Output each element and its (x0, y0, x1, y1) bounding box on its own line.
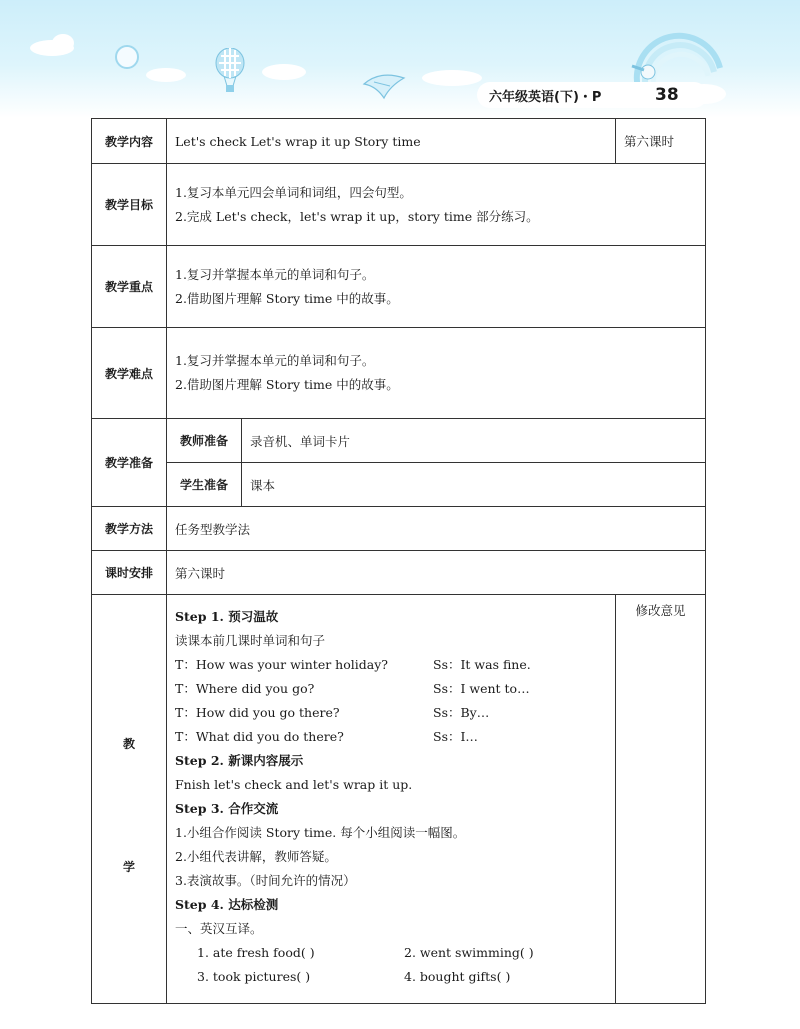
exercise-row (175, 965, 615, 989)
lesson-plan-table (91, 118, 706, 1004)
objective-line: 1.复习本单元四会单词和词组，四会句型。 (175, 184, 412, 200)
step-heading: Step 2. 新课内容展示 (175, 753, 304, 768)
row-process (92, 595, 706, 1004)
difficulties-text (167, 328, 706, 419)
student-line: Ss：It was fine. (433, 657, 531, 672)
cloud (52, 34, 74, 52)
dialog-line (175, 677, 615, 701)
objectives-text (167, 164, 706, 246)
exercise-item: 4. bought gifts( ) (404, 969, 511, 984)
step-item: 2.小组代表讲解，教师答疑。 (175, 849, 337, 864)
teacher-line: T：What did you do there? (175, 729, 344, 744)
key-point-line: 1.复习并掌握本单元的单词和句子。 (175, 266, 375, 282)
row-difficulties (92, 328, 706, 419)
label-difficulties: 教学难点 (92, 328, 167, 419)
row-objectives (92, 164, 706, 246)
hot-air-balloon-icon (213, 48, 247, 94)
teacher-prep-value: 录音机、单词卡片 (242, 419, 706, 463)
step-item: 1.小组合作阅读 Story time. 每个小组阅读一幅图。 (175, 825, 466, 840)
cloud (146, 68, 186, 82)
process-steps (167, 595, 616, 1004)
label-method: 教学方法 (92, 507, 167, 551)
exercise-row (175, 941, 615, 965)
row-content (92, 119, 706, 164)
label-key-points: 教学重点 (92, 246, 167, 328)
row-student-prep (92, 463, 706, 507)
label-objectives: 教学目标 (92, 164, 167, 246)
revision-notes-header: 修改意见 (635, 603, 686, 618)
revision-notes (616, 595, 706, 1004)
schedule-value: 第六课时 (167, 551, 706, 595)
step-heading: Step 4. 达标检测 (175, 897, 279, 912)
student-line: Ss：I went to… (433, 681, 530, 696)
exercise-item: 1. ate fresh food( ) (197, 945, 315, 960)
step-description: Fnish let's check and let's wrap it up. (175, 777, 413, 792)
cloud (422, 70, 482, 86)
exercise-item: 2. went swimming( ) (404, 945, 534, 960)
row-method (92, 507, 706, 551)
difficulty-line: 1.复习并掌握本单元的单词和句子。 (175, 353, 375, 368)
step-description: 一、英汉互译。 (175, 921, 263, 936)
teacher-line: T：How did you go there? (175, 705, 340, 720)
step-item: 3.表演故事。（时间允许的情况） (175, 873, 356, 888)
key-points-text (167, 246, 706, 328)
row-key-points (92, 246, 706, 328)
student-prep-value: 课本 (242, 463, 706, 507)
dialog-line (175, 701, 615, 725)
difficulty-line: 2.借助图片理解 Story time 中的故事。 (175, 377, 399, 392)
lesson-number: 第六课时 (616, 119, 706, 164)
row-teacher-prep (92, 419, 706, 463)
key-point-line: 2.借助图片理解 Story time 中的故事。 (175, 290, 399, 306)
label-content: 教学内容 (92, 119, 167, 164)
sun-icon (115, 45, 139, 69)
book-title: 六年级英语(下)・P (489, 89, 602, 105)
method-value: 任务型教学法 (167, 507, 706, 551)
row-schedule (92, 551, 706, 595)
label-student-prep: 学生准备 (167, 463, 242, 507)
step-description: 读课本前几课时单词和句子 (175, 633, 326, 648)
student-line: Ss：I… (433, 729, 478, 744)
kite-icon (360, 68, 408, 100)
cloud (262, 64, 306, 80)
step-heading: Step 1. 预习温故 (175, 609, 279, 624)
dialog-line (175, 653, 615, 677)
teacher-line: T：Where did you go? (175, 681, 315, 696)
objective-line: 2.完成 Let's check，let's wrap it up，story time 部分练习。 (175, 208, 539, 224)
header-banner (0, 0, 800, 118)
label-schedule: 课时安排 (92, 551, 167, 595)
page-number: 38 (655, 85, 679, 105)
step-heading: Step 3. 合作交流 (175, 801, 279, 816)
label-process-bottom: 学 (122, 860, 135, 874)
content-value: Let's check Let's wrap it up Story time (167, 119, 616, 164)
exercise-item: 3. took pictures( ) (197, 969, 311, 984)
label-teacher-prep: 教师准备 (167, 419, 242, 463)
label-process (92, 595, 167, 1004)
label-process-top: 教 (122, 737, 135, 751)
dialog-line (175, 725, 615, 749)
student-line: Ss：By… (433, 705, 490, 720)
teacher-line: T：How was your winter holiday? (175, 657, 388, 672)
rainbow-icon (628, 28, 723, 90)
page-header (477, 82, 707, 108)
label-preparation: 教学准备 (92, 419, 167, 507)
